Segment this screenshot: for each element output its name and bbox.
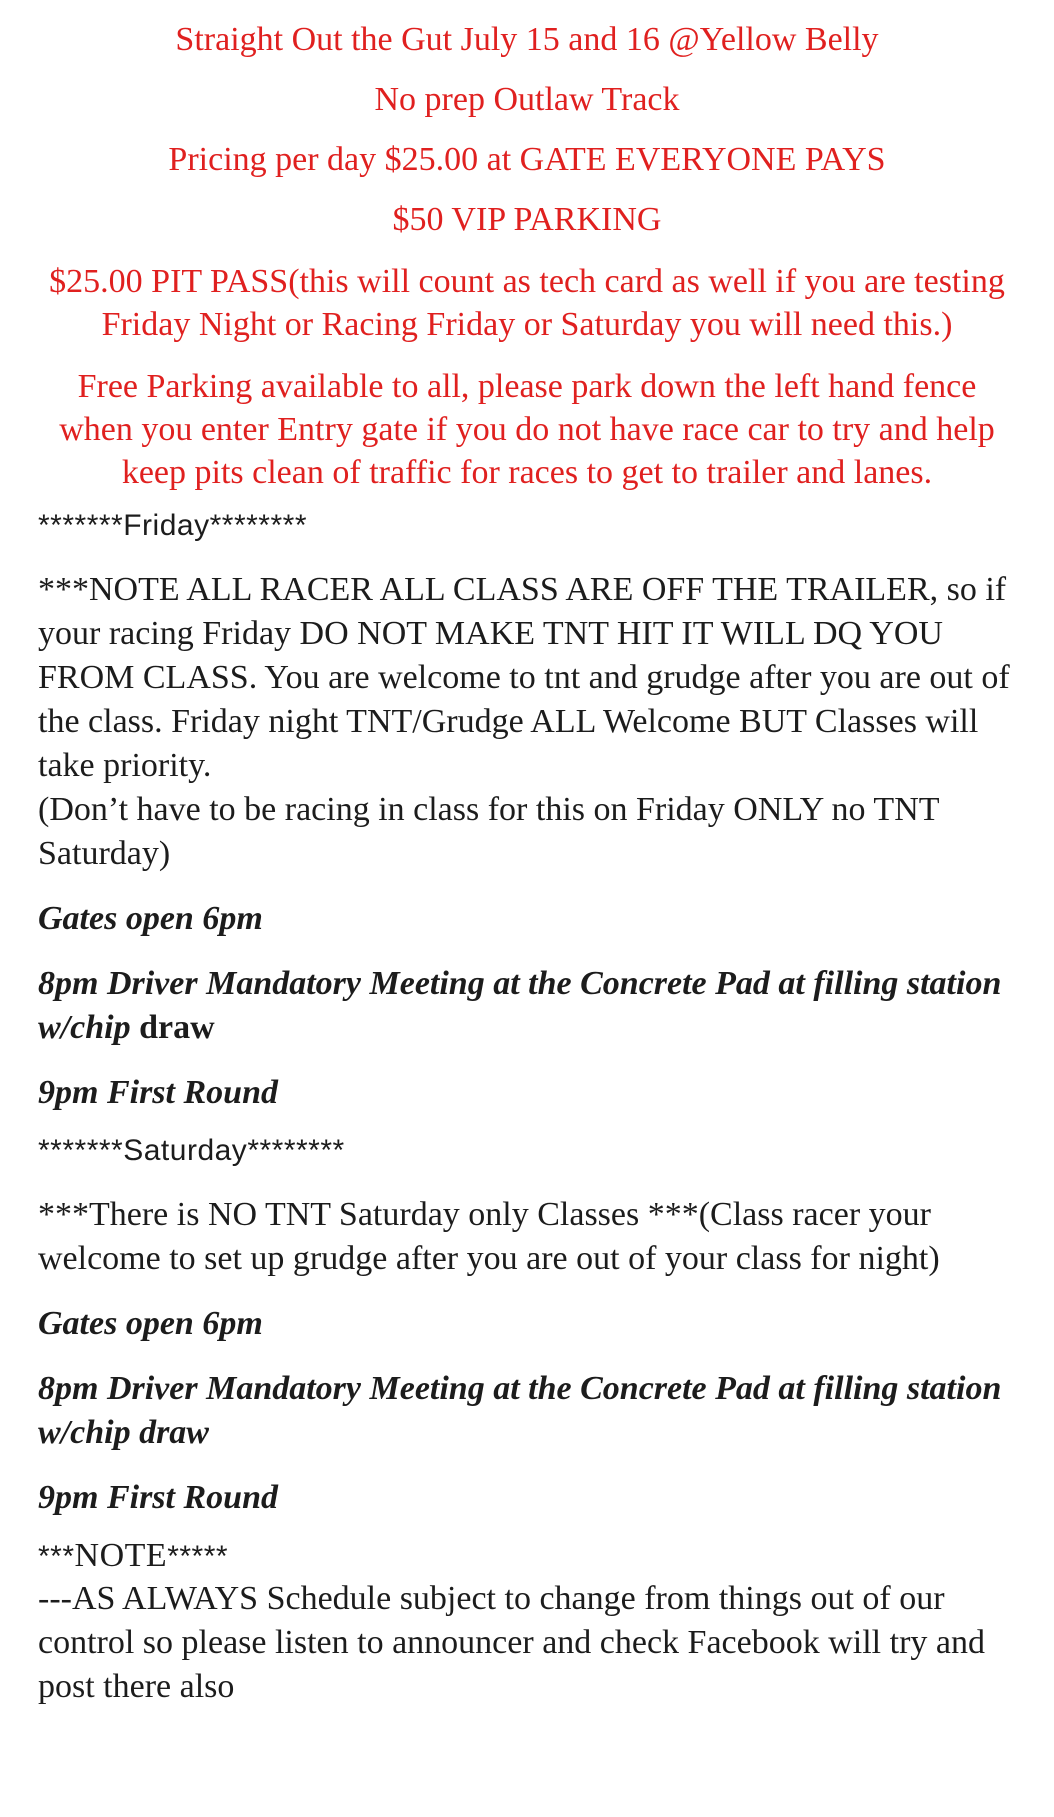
- vip-parking: $50 VIP PARKING: [392, 201, 662, 238]
- friday-gates-open: Gates open 6pm: [38, 900, 263, 937]
- saturday-heading: [38, 1131, 1016, 1171]
- saturday-heading-prefix: *******: [38, 1134, 124, 1167]
- saturday-note: ***There is NO TNT Saturday only Classes ***(Class racer your welcome to set up grudge after you are out of your class for night): [38, 1196, 940, 1277]
- footer-note-heading: [38, 1536, 1016, 1577]
- header-section: [38, 18, 1016, 494]
- friday-meeting-plain: draw: [139, 1009, 215, 1046]
- saturday-heading-suffix: ********: [247, 1134, 345, 1167]
- footer-note-prefix: ***: [38, 1540, 75, 1573]
- friday-heading-prefix: *******: [38, 509, 124, 542]
- footer-note-label: NOTE: [74, 1537, 168, 1574]
- footer-note-suffix: *****: [167, 1540, 229, 1573]
- friday-note-tnt: (Don’t have to be racing in class for this on Friday ONLY no TNT Saturday): [38, 791, 939, 872]
- event-title: Straight Out the Gut July 15 and 16 @Yellow Belly: [175, 21, 879, 58]
- friday-meeting-italic: 8pm Driver Mandatory Meeting at the Concrete Pad at filling station w/chip: [38, 965, 1002, 1046]
- saturday-driver-meeting: 8pm Driver Mandatory Meeting at the Concrete Pad at filling station w/chip draw: [38, 1370, 1002, 1451]
- friday-driver-meeting: [38, 962, 1016, 1050]
- saturday-first-round: 9pm First Round: [38, 1479, 278, 1516]
- pit-pass-info: $25.00 PIT PASS(this will count as tech card as well if you are testing Friday Night or Racing Friday or Saturday you will need this.): [49, 263, 1005, 343]
- gate-pricing: Pricing per day $25.00 at GATE EVERYONE PAYS: [168, 141, 886, 178]
- free-parking-info: Free Parking available to all, please park down the left hand fence when you enter Entry gate if you do not have race car to try and help keep pits clean of traffic for races to get to trailer and lanes.: [59, 368, 995, 491]
- footer-disclaimer: ---AS ALWAYS Schedule subject to change from things out of our control so please listen to announcer and check Facebook will try and post there also: [38, 1580, 985, 1705]
- friday-heading-suffix: ********: [209, 509, 307, 542]
- saturday-gates-open: Gates open 6pm: [38, 1305, 263, 1342]
- friday-section: [38, 506, 1016, 1115]
- track-type: No prep Outlaw Track: [374, 81, 680, 118]
- friday-heading: [38, 506, 1016, 546]
- friday-first-round: 9pm First Round: [38, 1074, 278, 1111]
- saturday-heading-label: Saturday: [123, 1134, 248, 1167]
- friday-note: ***NOTE ALL RACER ALL CLASS ARE OFF THE TRAILER, so if your racing Friday DO NOT MAKE TNT HIT IT WILL DQ YOU FROM CLASS. You are welcome to tnt and grudge after you are out of the class. Friday night TNT/Grudge ALL Welcome BUT Classes will take priority.: [38, 571, 1010, 784]
- footer-section: [38, 1536, 1016, 1709]
- saturday-section: [38, 1131, 1016, 1520]
- friday-heading-label: Friday: [123, 509, 210, 542]
